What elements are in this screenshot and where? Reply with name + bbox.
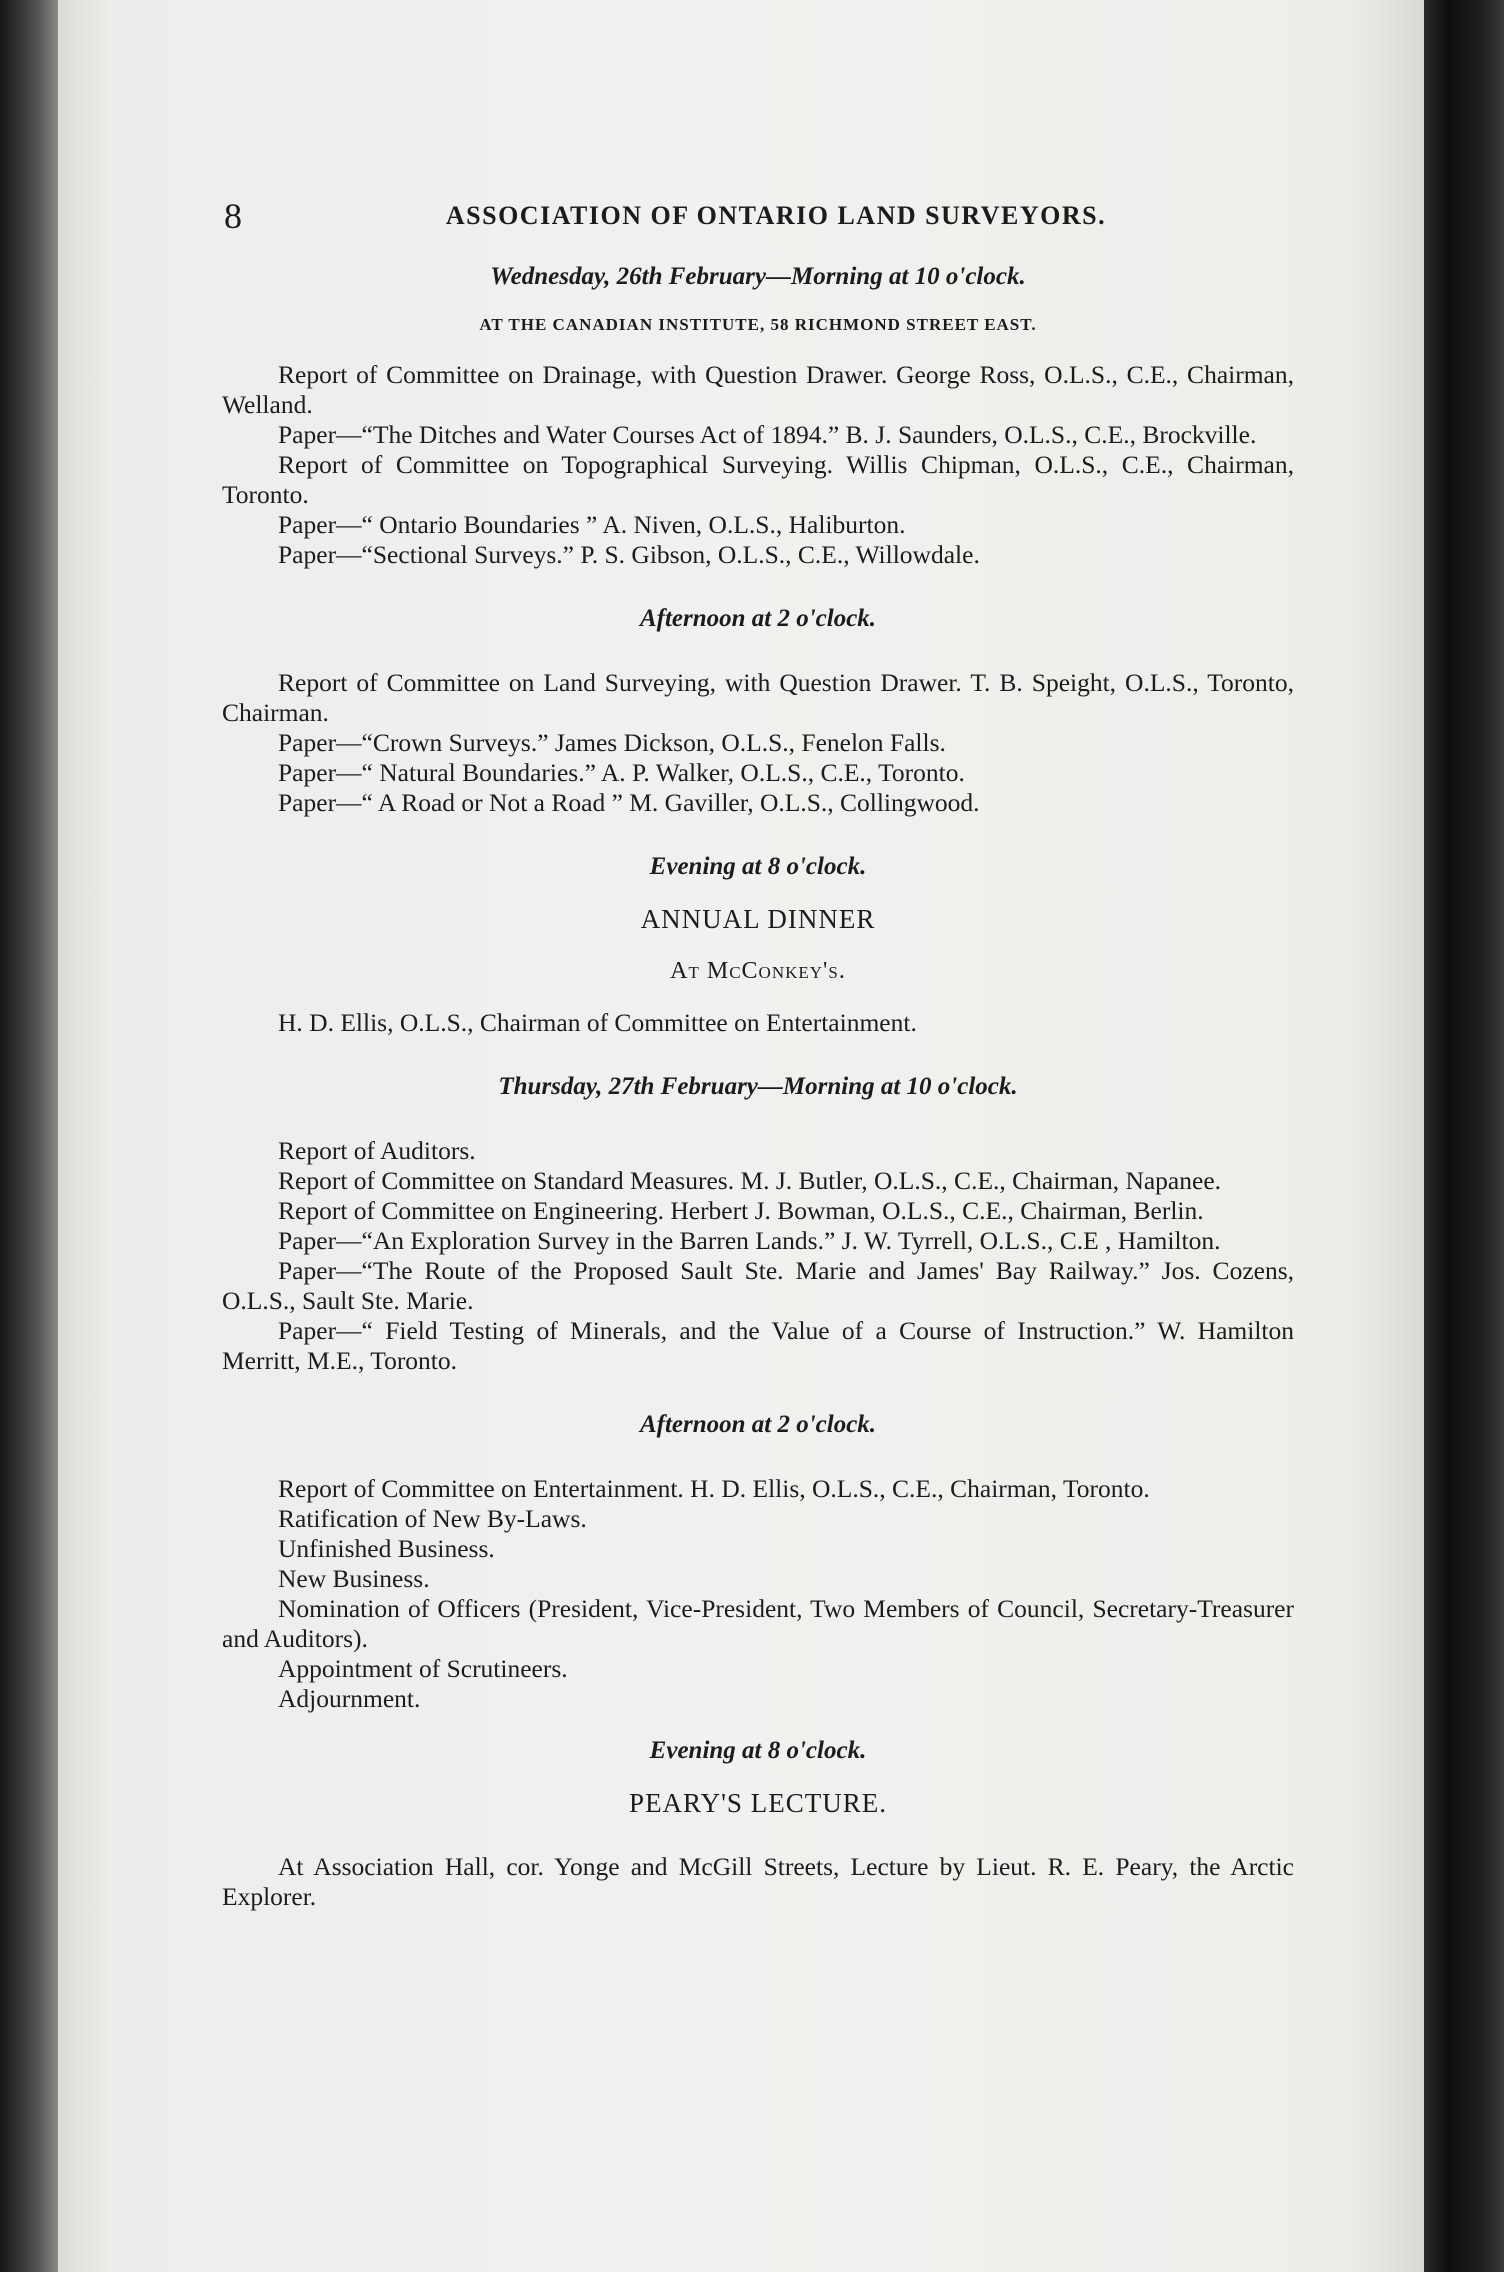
wednesday-evening-list <box>222 1008 1294 1038</box>
list-item: H. D. Ellis, O.L.S., Chairman of Committee on Entertainment. <box>278 1008 917 1037</box>
list-item: Paper—“Crown Surveys.” James Dickson, O.L.S., Fenelon Falls. <box>278 728 946 757</box>
thursday-morning-list <box>222 1136 1294 1376</box>
thursday-evening-title: Evening at 8 o'clock. <box>649 1737 867 1764</box>
list-item: Paper—“ Ontario Boundaries ” A. Niven, O.L.S., Haliburton. <box>278 510 906 539</box>
wednesday-morning-title: Wednesday, 26th February—Morning at 10 o'clock. <box>490 263 1026 290</box>
list-item: Paper—“The Ditches and Water Courses Act of 1894.” B. J. Saunders, O.L.S., C.E., Brockville. <box>278 420 1257 449</box>
page-header <box>224 195 1292 245</box>
list-item: Paper—“ Field Testing of Minerals, and the Value of a Course of Instruction.” W. Hamilton Merritt, M.E., Toronto. <box>222 1316 1294 1375</box>
thursday-afternoon-title: Afternoon at 2 o'clock. <box>639 1411 877 1438</box>
list-item: Paper—“An Exploration Survey in the Barren Lands.” J. W. Tyrrell, O.L.S., C.E , Hamilton. <box>278 1226 1221 1255</box>
next-page-edge <box>1424 0 1504 2272</box>
list-item: Unfinished Business. <box>278 1534 495 1563</box>
thursday-morning-title: Thursday, 27th February—Morning at 10 o'clock. <box>498 1073 1018 1100</box>
wednesday-morning-list <box>222 360 1294 570</box>
list-item: Report of Committee on Engineering. Herbert J. Bowman, O.L.S., C.E., Chairman, Berlin. <box>278 1196 1204 1225</box>
list-item: Nomination of Officers (President, Vice-President, Two Members of Council, Secretary-Treasurer and Auditors). <box>222 1594 1294 1653</box>
annual-dinner-heading: ANNUAL DINNER <box>640 904 876 934</box>
list-item: Paper—“ A Road or Not a Road ” M. Gaviller, O.L.S., Collingwood. <box>278 788 980 817</box>
list-item: Appointment of Scrutineers. <box>278 1654 568 1683</box>
list-item: Ratification of New By-Laws. <box>278 1504 587 1533</box>
list-item: Paper—“The Route of the Proposed Sault Ste. Marie and James' Bay Railway.” Jos. Cozens, O.L.S., Sault Ste. Marie. <box>222 1256 1294 1315</box>
thursday-evening-list <box>222 1852 1294 1912</box>
list-item: Report of Committee on Standard Measures. M. J. Butler, O.L.S., C.E., Chairman, Napanee. <box>278 1166 1222 1195</box>
wednesday-afternoon-list <box>222 668 1294 818</box>
list-item: Report of Committee on Drainage, with Question Drawer. George Ross, O.L.S., C.E., Chairman, Welland. <box>222 360 1294 419</box>
list-item: Adjournment. <box>278 1684 421 1713</box>
list-item: Report of Committee on Topographical Surveying. Willis Chipman, O.L.S., C.E., Chairman, Toronto. <box>222 450 1294 509</box>
wednesday-evening-title: Evening at 8 o'clock. <box>649 853 867 880</box>
page-number: 8 <box>224 196 242 236</box>
thursday-afternoon-list <box>222 1474 1294 1714</box>
lecture-heading: PEARY'S LECTURE. <box>629 1788 887 1818</box>
list-item: New Business. <box>278 1564 430 1593</box>
dinner-venue: At McConkey's. <box>670 958 846 984</box>
list-item: Paper—“Sectional Surveys.” P. S. Gibson, O.L.S., C.E., Willowdale. <box>278 540 980 569</box>
running-title: ASSOCIATION OF ONTARIO LAND SURVEYORS. <box>445 201 1107 230</box>
list-item: Report of Auditors. <box>278 1136 476 1165</box>
wednesday-afternoon-title: Afternoon at 2 o'clock. <box>639 605 877 632</box>
list-item: At Association Hall, cor. Yonge and McGill Streets, Lecture by Lieut. R. E. Peary, the Arctic Explorer. <box>222 1852 1294 1911</box>
list-item: Paper—“ Natural Boundaries.” A. P. Walker, O.L.S., C.E., Toronto. <box>278 758 965 787</box>
list-item: Report of Committee on Entertainment. H. D. Ellis, O.L.S., C.E., Chairman, Toronto. <box>278 1474 1150 1503</box>
page-content <box>222 262 1294 1912</box>
binding-shadow <box>0 0 58 2272</box>
wednesday-location: AT THE CANADIAN INSTITUTE, 58 RICHMOND STREET EAST. <box>479 315 1037 334</box>
list-item: Report of Committee on Land Surveying, with Question Drawer. T. B. Speight, O.L.S., Toronto, Chairman. <box>222 668 1294 727</box>
